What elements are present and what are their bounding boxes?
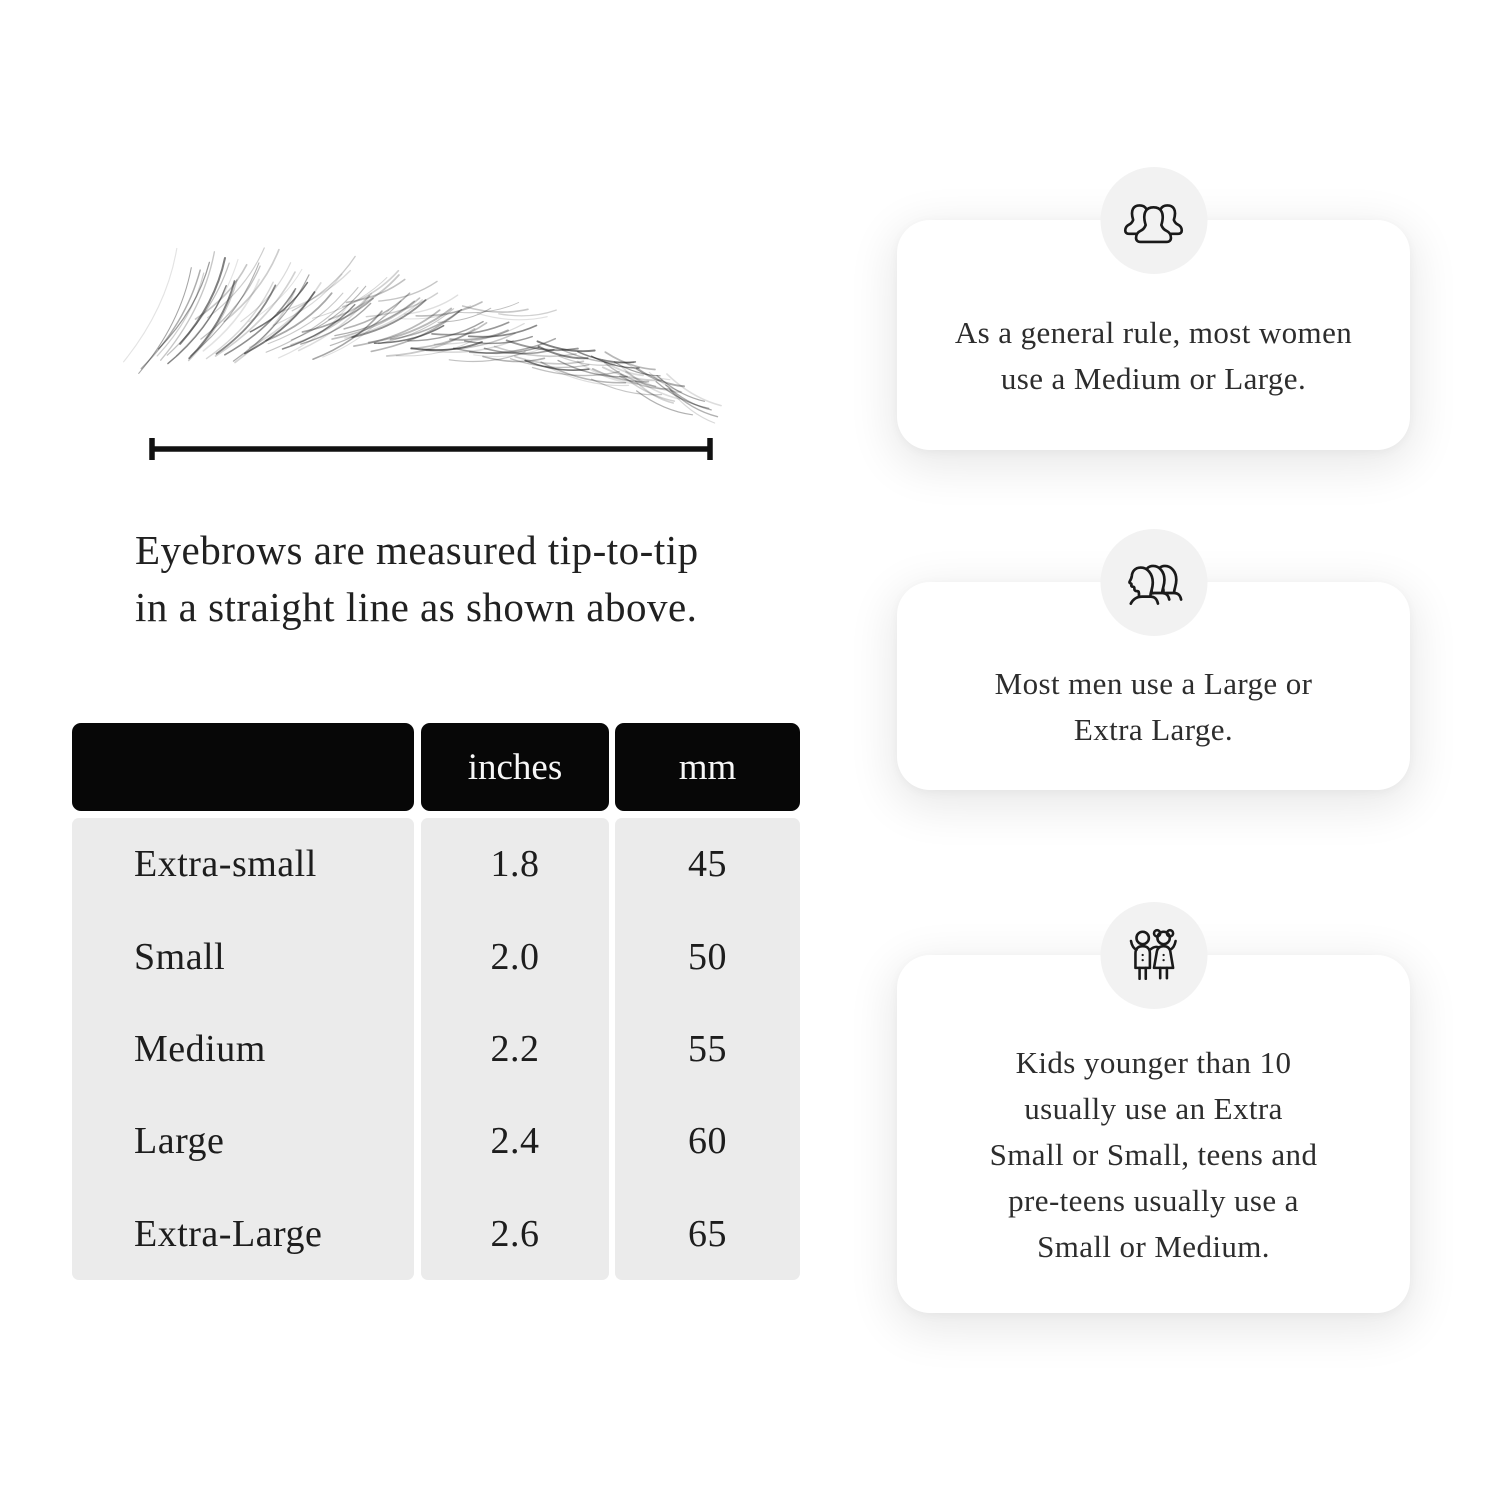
- card-text-line: Kids younger than 10: [1015, 1045, 1292, 1080]
- card-men: [897, 582, 1410, 790]
- table-cell-size-label: Small: [134, 935, 226, 978]
- table-cell-size-label: Large: [134, 1120, 225, 1163]
- card-women: [897, 220, 1410, 450]
- table-cell-inches: 2.4: [490, 1120, 540, 1163]
- men-group-icon: [1121, 550, 1187, 616]
- card-text: [995, 661, 1313, 753]
- card-text-line: usually use an Extra: [1024, 1091, 1283, 1126]
- table-cell-inches: 2.6: [490, 1212, 540, 1255]
- card-text-line: pre-teens usually use a: [1008, 1183, 1299, 1218]
- table-cell-inches: 1.8: [490, 843, 540, 886]
- table-cell-mm: 55: [688, 1028, 727, 1071]
- card-text-line: Extra Large.: [1073, 712, 1234, 747]
- table-cell-mm: 45: [688, 843, 727, 886]
- table-cell-mm: 65: [688, 1212, 727, 1255]
- table-cell-mm: 60: [688, 1120, 727, 1163]
- table-column-size: [72, 818, 414, 1280]
- table-header-size: [72, 723, 414, 811]
- measurement-line: [148, 436, 714, 462]
- card-icon-circle: [1100, 529, 1207, 636]
- card-text-line: As a general rule, most women: [954, 315, 1353, 350]
- card-text-line: use a Medium or Large.: [1000, 361, 1307, 396]
- card-text: [990, 1040, 1318, 1270]
- caption-line: in a straight line as shown above.: [135, 584, 698, 630]
- table-cell-size-label: Extra-small: [134, 843, 317, 886]
- women-group-icon: [1121, 188, 1187, 254]
- table-cell-inches: 2.2: [490, 1028, 540, 1071]
- card-icon-circle: [1100, 902, 1207, 1009]
- card-kids: [897, 955, 1410, 1313]
- card-text-line: Most men use a Large or: [994, 666, 1313, 701]
- table-header-mm: mm: [615, 723, 800, 811]
- table-cell-size-label: Medium: [134, 1028, 266, 1071]
- table-header-inches: inches: [421, 723, 609, 811]
- table-cell-mm: 50: [688, 935, 727, 978]
- eyebrow-illustration: [105, 238, 725, 413]
- table-cell-inches: 2.0: [490, 935, 540, 978]
- card-icon-circle: [1100, 167, 1207, 274]
- card-text-line: Small or Medium.: [1037, 1229, 1270, 1264]
- table-column-mm: [615, 818, 800, 1280]
- kids-icon: [1121, 923, 1187, 989]
- table-cell-size-label: Extra-Large: [134, 1212, 323, 1255]
- caption-line: Eyebrows are measured tip-to-tip: [135, 527, 699, 573]
- card-text: [955, 310, 1352, 402]
- measurement-caption: [135, 522, 775, 636]
- card-text-line: Small or Small, teens and: [989, 1137, 1318, 1172]
- table-column-inches: [421, 818, 609, 1280]
